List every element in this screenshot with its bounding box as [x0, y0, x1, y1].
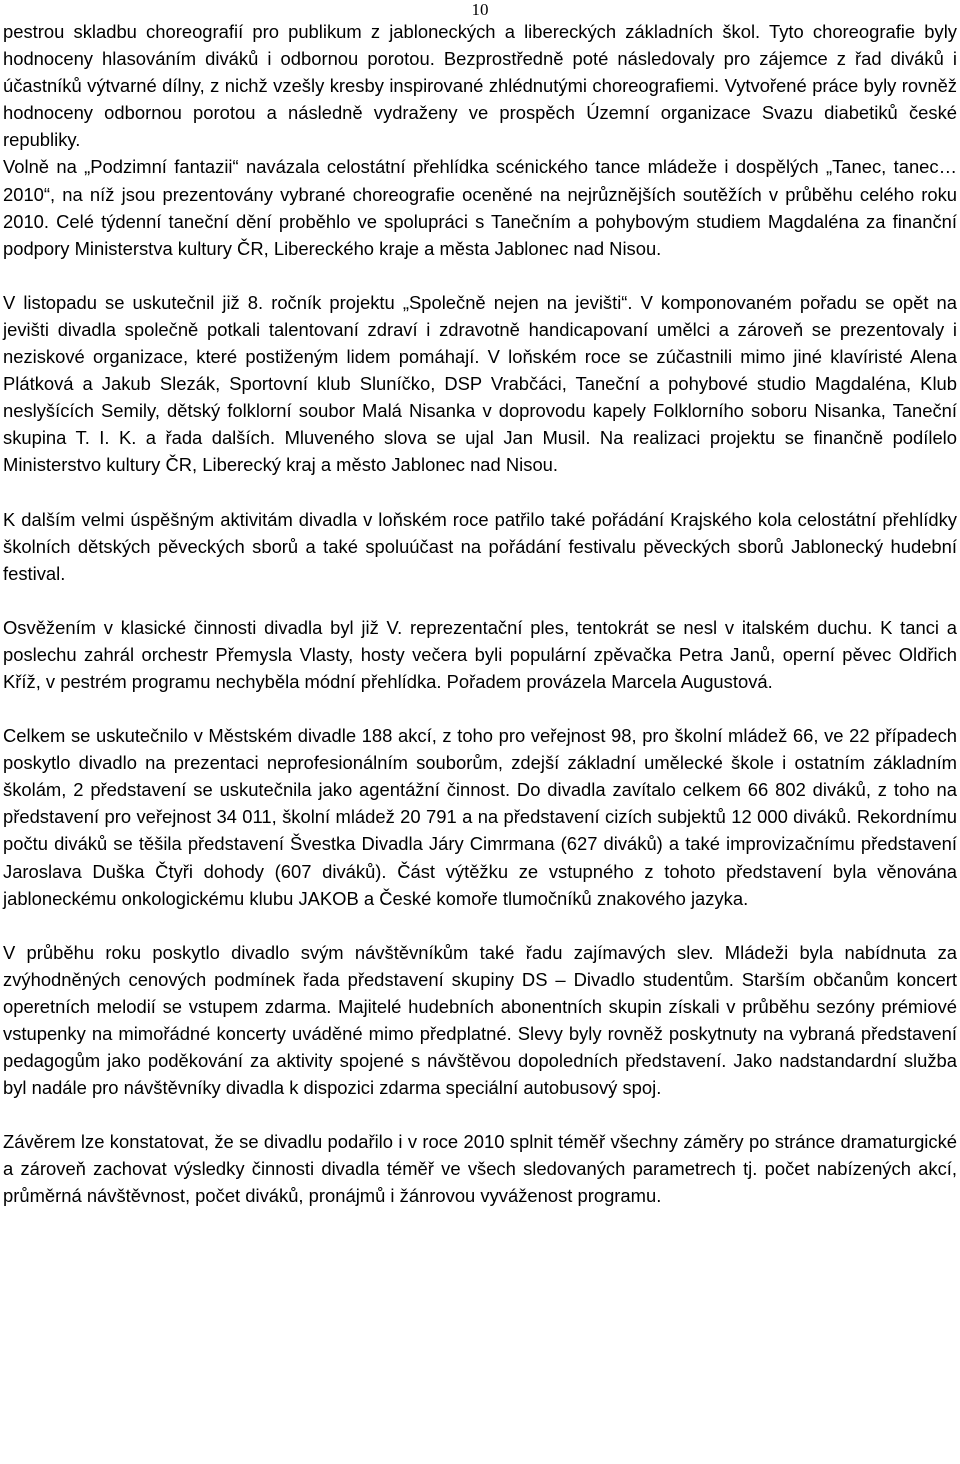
paragraph-choir-festivals: K dalším velmi úspěšným aktivitám divadla v loňském roce patřilo také pořádání Krajského kola celostátní přehlídky školních dětských pěveckých sborů a také spoluúčast na pořádání festivalu pěveckých sborů Jablonecký hudební festival.: [3, 508, 957, 584]
paragraph-choreography-continuation: pestrou skladbu choreografií pro publikum z jabloneckých a libereckých základních škol. Tyto choreografie byly hodnoceny hlasováním diváků i odbornou porotou. Bezprostředně poté následovaly pro zájemce z řad diváků i účastníků výtvarné dílny, z nichž vzešly kresby inspirované zhlédnutými choreografiemi. Vytvořené práce byly rovněž hodnoceny odbornou porotou a následně vydraženy ve prospěch Územní organizace Svazu diabetiků české republiky.: [3, 21, 957, 151]
page-body: [3, 18, 957, 1210]
paragraph-discounts: V průběhu roku poskytlo divadlo svým návštěvníkům také řadu zajímavých slev. Mládeži byla nabídnuta za zvýhodněných cenových podmínek řada představení skupiny DS – Divadlo studentům. Starším občanům koncert operetních melodií se vstupem zdarma. Majitelé hudebních abonentních skupin získali v průběhu sezóny prémiové vstupenky na mimořádné koncerty uváděné mimo předplatné. Slevy byly rovněž poskytnuty na vybraná představení pedagogům jako poděkování za aktivity spojené s návštěvou dopoledních představení. Jako nadstandardní služba byl nadále pro návštěvníky divadla k dispozici zdarma speciální autobusový spoj.: [3, 941, 957, 1099]
paragraph-dance-festival: Volně na „Podzimní fantazii“ navázala celostátní přehlídka scénického tance mládeže i dospělých „Tanec, tanec…2010“, na níž jsou prezentovány vybrané choreografie oceněné na nejrůznějších soutěžích v průběhu celého roku 2010. Celé týdenní taneční dění proběhlo ve spolupráci s Tanečním a pohybovým studiem Magdaléna za finanční podpory Ministerstva kultury ČR, Libereckého kraje a města Jablonec nad Nisou.: [3, 156, 957, 259]
paragraph-together-on-stage: V listopadu se uskutečnil již 8. ročník projektu „Společně nejen na jevišti“. V komponovaném pořadu se opět na jevišti divadla společně potkali talentovaní zdraví i zdravotně handicapovaní umělci a zároveň se prezentovaly i neziskové organizace, které postiženým lidem pomáhají. V loňském roce se zúčastnili mimo jiné klavíristé Alena Plátková a Jakub Slezák, Sportovní klub Sluníčko, DSP Vrabčáci, Taneční a pohybové studio Magdaléna, Klub neslyšících Semily, dětský folklorní soubor Malá Nisanka v doprovodu kapely Folklorního soboru Nisanka, Taneční skupina T. I. K. a řada dalších. Mluveného slova se ujal Jan Musil. Na realizaci projektu se finančně podílelo Ministerstvo kultury ČR, Liberecký kraj a město Jablonec nad Nisou.: [3, 291, 957, 476]
paragraph-conclusion: Závěrem lze konstatovat, že se divadlu podařilo i v roce 2010 splnit téměř všechny záměry po stránce dramaturgické a zároveň zachovat výsledky činnosti divadla téměř ve všech sledovaných parametrech tj. počet nabízených akcí, průměrná návštěvnost, počet diváků, pronájmů i žánrovou vyváženost programu.: [3, 1131, 957, 1207]
paragraph-statistics: Celkem se uskutečnilo v Městském divadle 188 akcí, z toho pro veřejnost 98, pro školní mládež 66, ve 22 případech poskytlo divadlo na prezentaci neprofesionálním souborům, zdejší základní umělecké škole i ostatním základním školám, 2 představení se uskutečnila jako agentážní činnost. Do divadla zavítalo celkem 66 802 diváků, z toho na představení pro veřejnost 34 011, školní mládež 20 791 a na představení cizích subjektů 12 000 diváků. Rekordnímu počtu diváků se těšila představení Švestka Divadla Járy Cimrmana (627 diváků) a také improvizačnímu představení Jaroslava Duška Čtyři dohody (607 diváků). Část výtěžku ze vstupného z tohoto představení byla věnována jabloneckému onkologickému klubu JAKOB a České komoře tlumočníků znakového jazyka.: [3, 725, 957, 909]
page-number: 10: [471, 0, 489, 19]
paragraph-ball: Osvěžením v klasické činnosti divadla byl již V. reprezentační ples, tentokrát se nesl v italském duchu. K tanci a poslechu zahrál orchestr Přemysla Vlasty, hosty večera byli populární zpěvačka Petra Janů, operní pěvec Oldřich Kříž, v pestrém programu nechyběla módní přehlídka. Pořadem provázela Marcela Augustová.: [3, 616, 957, 692]
